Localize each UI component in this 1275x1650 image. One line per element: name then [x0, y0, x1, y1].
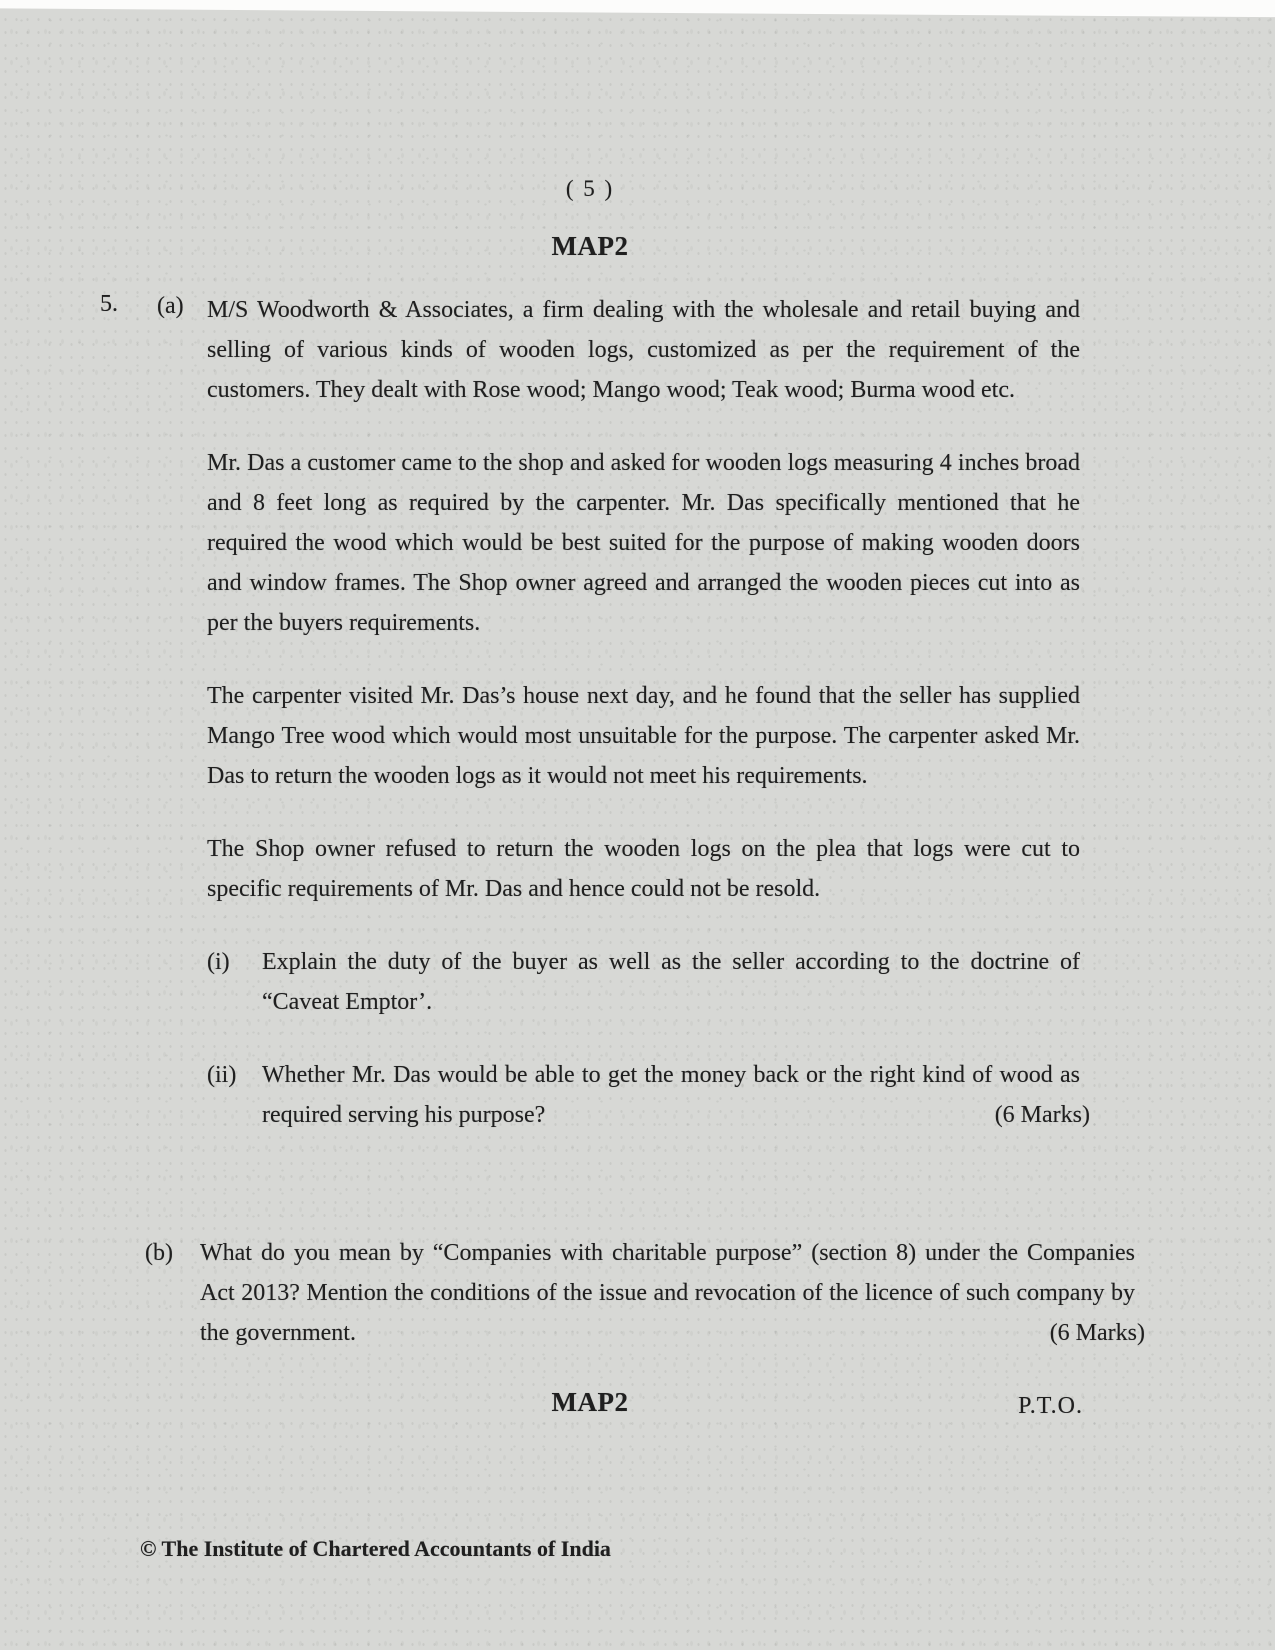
- part-b-label: (b): [145, 1240, 173, 1266]
- subquestion-i-body: Explain the duty of the buyer as well as the seller according to the doctrine of “Caveat Emptor’.: [262, 949, 1080, 1015]
- question-number: 5.: [100, 291, 118, 317]
- subquestion-ii: [207, 1055, 1090, 1135]
- subquestion-i: [207, 942, 1080, 1022]
- question-part-b: [145, 1233, 1145, 1353]
- part-b-text: [200, 1233, 1145, 1353]
- page-number: ( 5 ): [565, 176, 615, 201]
- header-title: MAP2: [551, 231, 629, 261]
- subquestion-i-label: (i): [207, 949, 230, 975]
- subquestion-ii-body: Whether Mr. Das would be able to get the money back or the right kind of wood as required serving his purpose?: [262, 1062, 1080, 1128]
- paragraph-firm-intro: M/S Woodworth & Associates, a firm dealing with the wholesale and retail buying and selling of various kinds of wooden logs, customized as per the requirement of the customers. They dealt with Rose wood; Mango wood; Teak wood; Burma wood etc.: [207, 297, 1080, 403]
- subquestion-ii-label: (ii): [207, 1062, 237, 1088]
- subquestion-i-text: [262, 942, 1080, 1022]
- scan-top-edge: [0, 0, 1275, 22]
- part-a-body: [207, 290, 1090, 1135]
- part-b-marks: (6 Marks): [1049, 1320, 1145, 1346]
- part-b-body: What do you mean by “Companies with charitable purpose” (section 8) under the Companies Act 2013? Mention the conditions of the issue and revocation of the licence of such company by the government.: [200, 1240, 1135, 1346]
- paragraph-shop-owner-refusal: The Shop owner refused to return the wooden logs on the plea that logs were cut to specific requirements of Mr. Das and hence could not be resold.: [207, 836, 1080, 902]
- subquestion-ii-marks: (6 Marks): [994, 1102, 1090, 1128]
- copyright-notice: © The Institute of Chartered Accountants of India: [140, 1536, 611, 1561]
- subquestion-ii-text: [262, 1055, 1090, 1135]
- part-a-label: (a): [157, 293, 184, 319]
- footer-title: MAP2: [551, 1387, 629, 1417]
- paragraph-carpenter-visit: The carpenter visited Mr. Das’s house next day, and he found that the seller has supplied Mango Tree wood which would most unsuitable for the purpose. The carpenter asked Mr. Das to return the wooden logs as it would not meet his requirements.: [207, 683, 1080, 789]
- paragraph-mr-das-request: Mr. Das a customer came to the shop and asked for wooden logs measuring 4 inches broad and 8 feet long as required by the carpenter. Mr. Das specifically mentioned that he required the wood which would be best suited for the purpose of making wooden doors and window frames. The Shop owner agreed and arranged the wooden pieces cut into as per the buyers requirements.: [207, 450, 1080, 636]
- pto-label: P.T.O.: [1018, 1393, 1083, 1419]
